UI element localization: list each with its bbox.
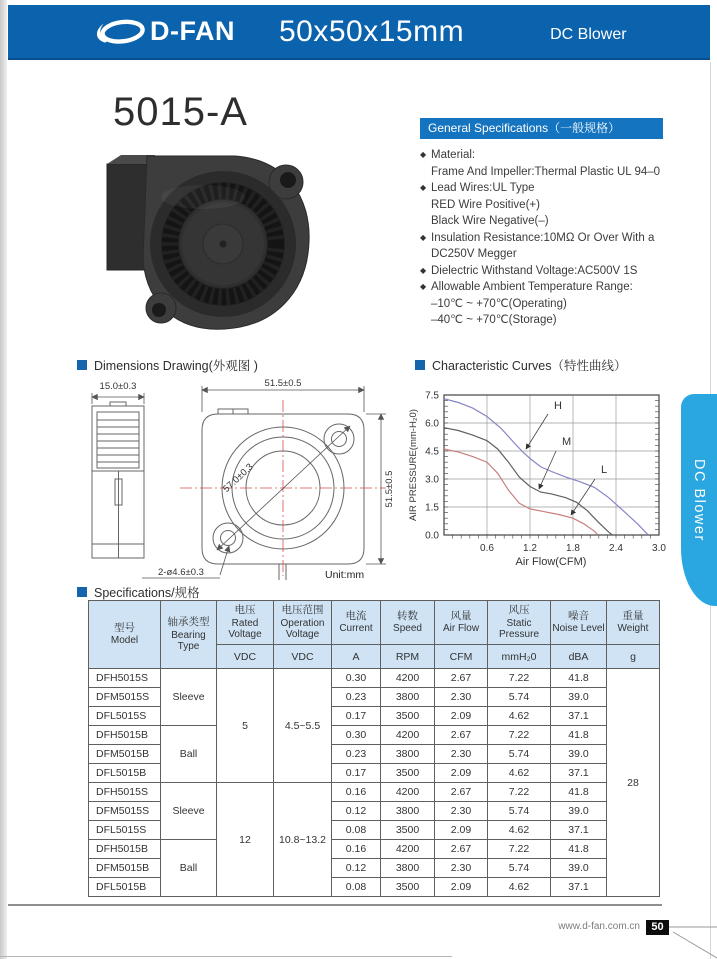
model-cell: DFH5015B (89, 840, 161, 859)
air-flow-cell: 2.09 (435, 764, 488, 783)
dimensions-drawing-image (80, 376, 400, 583)
speed-cell: 3500 (381, 764, 435, 783)
brand-logo (92, 14, 235, 50)
pressure-cell: 5.74 (488, 802, 551, 821)
spec-item (420, 246, 663, 263)
side-view (92, 402, 144, 558)
svg-text:1.5: 1.5 (425, 502, 439, 514)
dim-holes: 2-ø4.6±0.3 (158, 567, 204, 578)
dimensions-section-label (77, 356, 258, 374)
model-cell: DFH5015B (89, 726, 161, 745)
unit-header: RPM (381, 645, 435, 669)
noise-cell: 41.8 (551, 840, 607, 859)
diamond-bullet-icon: ◆ (420, 282, 427, 291)
current-cell: 0.17 (332, 764, 381, 783)
unit-header: dBA (551, 645, 607, 669)
header-row-names (89, 601, 660, 645)
svg-text:0.6: 0.6 (480, 543, 494, 554)
footer-divider (8, 904, 662, 906)
speed-cell: 3800 (381, 859, 435, 878)
rated-voltage-cell: 12 (217, 783, 274, 897)
page-bottom-edge (0, 956, 452, 957)
spec-item-text: Lead Wires:UL Type (431, 182, 535, 194)
spec-item (420, 197, 663, 214)
unit-header: CFM (435, 645, 488, 669)
header-banner (8, 5, 710, 60)
curve-label-L: L (601, 464, 608, 476)
dimensions-section-title: Dimensions Drawing(外观图 ) (94, 359, 258, 373)
pressure-cell: 7.22 (488, 726, 551, 745)
table-row (89, 840, 660, 859)
characteristic-curves-chart (407, 378, 677, 575)
page-left-edge (0, 0, 7, 959)
speed-cell: 4200 (381, 840, 435, 859)
bearing-cell: Sleeve (161, 783, 217, 840)
spec-item-text: Black Wire Negative(–) (431, 215, 549, 227)
model-cell: DFL5015S (89, 707, 161, 726)
unit-header: g (607, 645, 660, 669)
spec-item-text: Dielectric Withstand Voltage:AC500V 1S (431, 264, 638, 277)
curve-L (444, 449, 598, 535)
curve-label-H: H (554, 400, 562, 412)
speed-cell: 3800 (381, 802, 435, 821)
spec-item-text: DC250V Megger (431, 248, 517, 260)
air-flow-cell: 2.30 (435, 688, 488, 707)
current-cell: 0.12 (332, 802, 381, 821)
svg-text:0.0: 0.0 (425, 530, 439, 542)
model-cell: DFH5015S (89, 669, 161, 688)
pressure-cell: 4.62 (488, 707, 551, 726)
curve-label-M: M (562, 436, 572, 448)
bearing-cell: Ball (161, 726, 217, 783)
current-cell: 0.12 (332, 859, 381, 878)
spec-item (420, 164, 663, 181)
unit-header: VDC (217, 645, 274, 669)
spec-item (420, 296, 663, 313)
column-header: 风量 Air Flow (435, 601, 488, 645)
noise-cell: 39.0 (551, 802, 607, 821)
noise-cell: 41.8 (551, 669, 607, 688)
spec-item (420, 213, 663, 230)
speed-cell: 4200 (381, 783, 435, 802)
curves-section-title: Characteristic Curves（特性曲线） (432, 359, 627, 373)
diamond-bullet-icon: ◆ (420, 183, 427, 192)
curve-H (444, 399, 648, 535)
svg-text:3.0: 3.0 (425, 474, 439, 486)
diamond-bullet-icon: ◆ (420, 150, 427, 159)
column-header: 重量 Weight (607, 601, 660, 645)
svg-text:1.8: 1.8 (566, 543, 580, 554)
spec-item (420, 263, 663, 280)
column-header: 轴承类型 Bearing Type (161, 601, 217, 669)
spec-item-text: –10℃ ~ +70℃(Operating) (431, 297, 567, 310)
specifications-table (88, 600, 660, 897)
dimensions-drawing (80, 376, 400, 588)
noise-cell: 41.8 (551, 783, 607, 802)
model-title: 5015-A (113, 90, 248, 134)
current-cell: 0.17 (332, 707, 381, 726)
logo-text: D-FAN (150, 16, 235, 46)
specifications-section-label (77, 583, 200, 601)
current-cell: 0.08 (332, 821, 381, 840)
svg-text:4.5: 4.5 (425, 446, 439, 458)
curve-M (444, 428, 612, 535)
chart-minor-ticks (444, 401, 659, 539)
model-cell: DFM5015B (89, 859, 161, 878)
current-cell: 0.08 (332, 878, 381, 897)
speed-cell: 3500 (381, 821, 435, 840)
column-header: 风压 Static Pressure (488, 601, 551, 645)
pressure-cell: 5.74 (488, 688, 551, 707)
model-cell: DFL5015S (89, 821, 161, 840)
product-category: DC Blower (550, 25, 627, 43)
pressure-cell: 4.62 (488, 821, 551, 840)
model-cell: DFL5015B (89, 764, 161, 783)
model-cell: DFL5015B (89, 878, 161, 897)
model-cell: DFM5015B (89, 745, 161, 764)
pressure-cell: 4.62 (488, 764, 551, 783)
pressure-cell: 7.22 (488, 669, 551, 688)
dim-right-height: 51.5±0.5 (384, 470, 395, 508)
speed-cell: 3800 (381, 745, 435, 764)
air-flow-cell: 2.09 (435, 878, 488, 897)
model-cell: DFH5015S (89, 783, 161, 802)
column-header: 型号 Model (89, 601, 161, 669)
noise-cell: 37.1 (551, 764, 607, 783)
noise-cell: 39.0 (551, 859, 607, 878)
footer-website: www.d-fan.com.cn (558, 921, 640, 932)
product-size-title: 50x50x15mm (279, 14, 465, 48)
svg-text:6.0: 6.0 (425, 418, 439, 430)
svg-text:7.5: 7.5 (425, 390, 439, 402)
current-cell: 0.16 (332, 840, 381, 859)
air-flow-cell: 2.67 (435, 840, 488, 859)
spec-item-text: RED Wire Positive(+) (431, 198, 540, 211)
model-cell: DFM5015S (89, 688, 161, 707)
general-specifications-header: General Specifications（一般规格） (420, 118, 663, 139)
spec-item (420, 180, 663, 197)
specifications-section-title: Specifications/规格 (94, 586, 200, 600)
table-row (89, 726, 660, 745)
column-header: 转数 Speed (381, 601, 435, 645)
blue-square-icon (77, 360, 87, 370)
side-tab-dc-blower (681, 394, 717, 606)
general-specifications-list (420, 147, 663, 329)
speed-cell: 4200 (381, 669, 435, 688)
column-header: 电压范围 Operation Voltage (274, 601, 332, 645)
footer-corner-lines (655, 918, 717, 959)
spec-item-text: Material: (431, 149, 476, 161)
operation-voltage-cell: 10.8~13.2 (274, 783, 332, 897)
dim-unit: Unit:mm (325, 569, 365, 581)
noise-cell: 39.0 (551, 688, 607, 707)
curves-section-label (415, 356, 626, 374)
footer-page-number: 50 (646, 920, 669, 935)
noise-cell: 41.8 (551, 726, 607, 745)
specifications-table-body (89, 669, 660, 897)
svg-text:3.0: 3.0 (652, 543, 666, 554)
chart-tick-labels (425, 391, 666, 555)
air-flow-cell: 2.09 (435, 707, 488, 726)
bearing-cell: Sleeve (161, 669, 217, 726)
pressure-cell: 4.62 (488, 878, 551, 897)
diamond-bullet-icon: ◆ (420, 232, 427, 242)
column-header: 电流 Current (332, 601, 381, 645)
product-photo (85, 142, 320, 335)
spec-item-text: Allowable Ambient Temperature Range: (431, 281, 633, 293)
unit-header: mmH₂0 (488, 645, 551, 669)
blue-square-icon (415, 360, 425, 370)
y-axis-label: AIR PRESSURE(mm-H₂0) (408, 409, 419, 521)
unit-header: VDC (274, 645, 332, 669)
front-view-dimensions (142, 386, 386, 578)
air-flow-cell: 2.67 (435, 783, 488, 802)
speed-cell: 4200 (381, 726, 435, 745)
side-tab-label: DC Blower (691, 458, 707, 542)
spec-item (420, 230, 663, 247)
table-row (89, 669, 660, 688)
spec-item-text: Frame And Impeller:Thermal Plastic UL 94–0 (431, 165, 661, 178)
spec-item (420, 312, 663, 329)
noise-cell: 37.1 (551, 821, 607, 840)
air-flow-cell: 2.67 (435, 669, 488, 688)
air-flow-cell: 2.09 (435, 821, 488, 840)
speed-cell: 3500 (381, 878, 435, 897)
column-header: 噪音 Noise Level (551, 601, 607, 645)
blue-square-icon (77, 587, 87, 597)
specifications-table-head (89, 601, 660, 669)
dim-top-width: 51.5±0.5 (264, 378, 302, 389)
air-flow-cell: 2.30 (435, 745, 488, 764)
pressure-cell: 5.74 (488, 745, 551, 764)
logo-swoosh-icon (92, 14, 148, 50)
x-axis-label: Air Flow(CFM) (515, 556, 587, 568)
noise-cell: 37.1 (551, 878, 607, 897)
weight-cell: 28 (607, 669, 660, 897)
bearing-cell: Ball (161, 840, 217, 897)
blower-fan-image (85, 142, 320, 335)
diamond-bullet-icon: ◆ (420, 265, 427, 275)
dim-diagonal: 57.0±0.3 (221, 461, 256, 495)
noise-cell: 37.1 (551, 707, 607, 726)
table-row (89, 783, 660, 802)
air-flow-cell: 2.67 (435, 726, 488, 745)
pressure-cell: 5.74 (488, 859, 551, 878)
operation-voltage-cell: 4.5~5.5 (274, 669, 332, 783)
pressure-cell: 7.22 (488, 783, 551, 802)
pressure-cell: 7.22 (488, 840, 551, 859)
rated-voltage-cell: 5 (217, 669, 274, 783)
unit-header: A (332, 645, 381, 669)
svg-text:2.4: 2.4 (609, 543, 623, 554)
spec-item (420, 147, 663, 164)
general-specifications-section (420, 118, 663, 329)
current-cell: 0.23 (332, 688, 381, 707)
spec-item-text: Insulation Resistance:10MΩ Or Over With a (431, 231, 655, 244)
current-cell: 0.23 (332, 745, 381, 764)
noise-cell: 39.0 (551, 745, 607, 764)
air-flow-cell: 2.30 (435, 859, 488, 878)
current-cell: 0.30 (332, 726, 381, 745)
speed-cell: 3800 (381, 688, 435, 707)
model-cell: DFM5015S (89, 802, 161, 821)
air-flow-cell: 2.30 (435, 802, 488, 821)
svg-text:1.2: 1.2 (523, 543, 537, 554)
current-cell: 0.30 (332, 669, 381, 688)
dim-side-width: 15.0±0.3 (99, 381, 137, 392)
spec-item-text: –40℃ ~ +70℃(Storage) (431, 314, 557, 326)
characteristic-curves-plot (407, 378, 677, 570)
column-header: 电压 Rated Voltage (217, 601, 274, 645)
current-cell: 0.16 (332, 783, 381, 802)
speed-cell: 3500 (381, 707, 435, 726)
spec-item (420, 279, 663, 296)
